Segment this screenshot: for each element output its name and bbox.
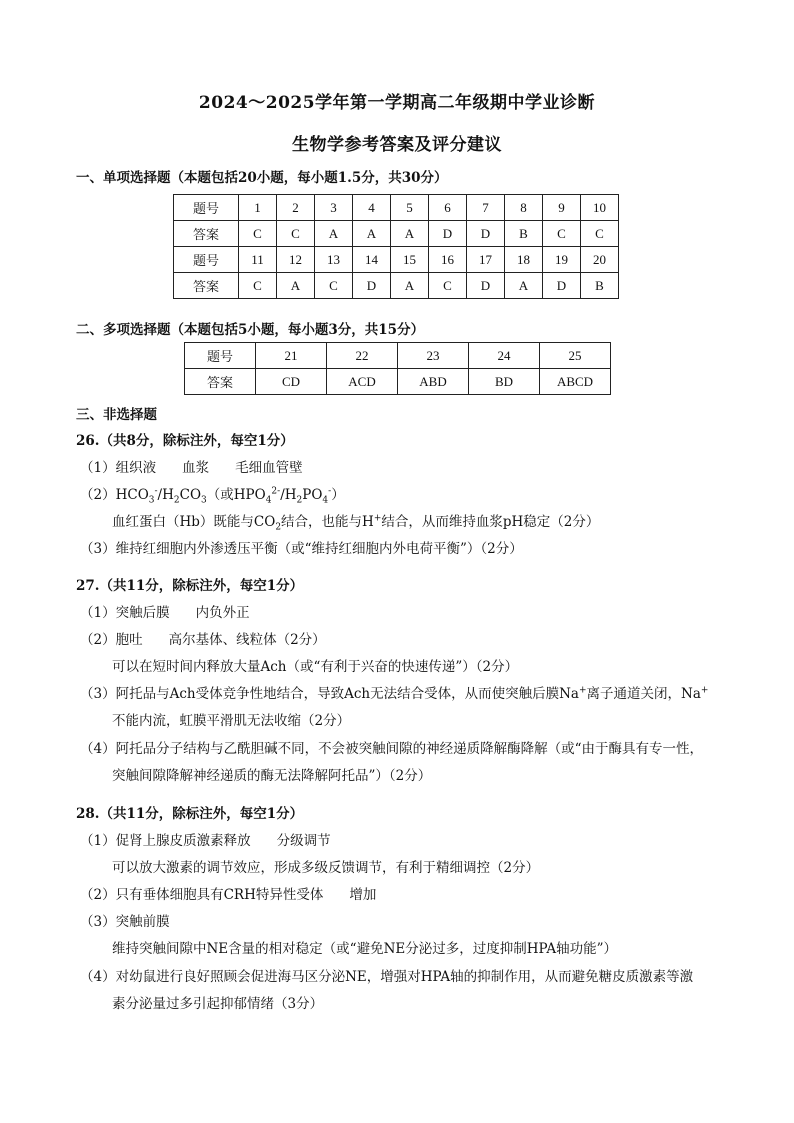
question-number: 4 — [353, 195, 391, 221]
section3-heading: 三、非选择题 — [76, 407, 157, 423]
q28-answer-3: （3）突触前膜 — [80, 914, 170, 930]
section1-heading: 一、单项选择题（本题包括20小题，每小题1.5分，共30分） — [76, 170, 448, 186]
answer-text: （或HPO — [206, 487, 266, 503]
table-row — [174, 195, 619, 221]
answer-text: 结合，也能与H — [281, 514, 374, 530]
row-label: 答案 — [185, 369, 256, 395]
superscript: + — [700, 685, 709, 696]
question-number: 5 — [391, 195, 429, 221]
question-number: 13 — [315, 247, 353, 273]
q26-answer-1 — [80, 456, 303, 476]
question-number: 18 — [505, 247, 543, 273]
answer-text: 结合，从而维持血浆pH稳定（2分） — [381, 514, 600, 530]
answer-cell: C — [429, 273, 467, 299]
superscript: + — [373, 513, 382, 524]
q27-heading: 27.（共11分，除标注外，每空1分） — [76, 578, 304, 594]
q26-answer-3: （3）维持红细胞内外渗透压平衡（或“维持红细胞内外电荷平衡”）（2分） — [80, 541, 523, 557]
superscript: + — [578, 685, 587, 696]
answer-cell: CD — [256, 369, 327, 395]
answer-cell: ABD — [398, 369, 469, 395]
row-label: 答案 — [174, 221, 239, 247]
subscript: 4 — [265, 495, 272, 506]
page-title: 2024～2025学年第一学期高二年级期中学业诊断 — [198, 93, 596, 113]
answer-cell: D — [467, 221, 505, 247]
answer-cell: A — [315, 221, 353, 247]
q27-answer-3b: 不能内流，虹膜平滑肌无法收缩（2分） — [112, 713, 351, 729]
answer-cell: D — [543, 273, 581, 299]
row-label: 答案 — [174, 273, 239, 299]
answer-cell: ACD — [327, 369, 398, 395]
q26-heading: 26.（共8分，除标注外，每空1分） — [76, 433, 294, 449]
q27-answer-4b: 突触间隙降解神经递质的酶无法降解阿托品”）（2分） — [112, 768, 432, 784]
answer-cell: C — [315, 273, 353, 299]
answer-cell: A — [353, 221, 391, 247]
answer-text: （2）胞吐 — [80, 632, 143, 648]
q28-answer-1b: 可以放大激素的调节效应，形成多级反馈调节，有利于精细调控（2分） — [112, 860, 540, 876]
q27-answer-2b: 可以在短时间内释放大量Ach（或“有利于兴奋的快速传递”）（2分） — [112, 659, 519, 675]
q28-answer-3b: 维持突触间隙中NE含量的相对稳定（或“避免NE分泌过多，过度抑制HPA轴功能”） — [112, 941, 618, 957]
answer-text: （1）促肾上腺皮质激素释放 — [80, 833, 251, 849]
question-number: 15 — [391, 247, 429, 273]
answer-text: 血红蛋白（Hb）既能与CO — [112, 514, 276, 530]
question-number: 10 — [581, 195, 619, 221]
subscript: 2 — [296, 495, 303, 506]
answer-cell: A — [391, 221, 429, 247]
multi-choice-table — [184, 342, 611, 395]
answer-cell: B — [505, 221, 543, 247]
table-row — [185, 343, 611, 369]
question-number: 11 — [239, 247, 277, 273]
answer-text: 分级调节 — [276, 833, 331, 849]
superscript: 2- — [271, 486, 281, 497]
table-row — [174, 273, 619, 299]
question-number: 16 — [429, 247, 467, 273]
section2-heading: 二、多项选择题（本题包括5小题，每小题3分，共15分） — [76, 322, 425, 338]
answer-cell: B — [581, 273, 619, 299]
q27-answer-3 — [80, 682, 708, 702]
question-number: 1 — [239, 195, 277, 221]
question-number: 7 — [467, 195, 505, 221]
answer-cell: BD — [469, 369, 540, 395]
table-row — [174, 247, 619, 273]
answer-cell: D — [429, 221, 467, 247]
answer-text: 毛细血管壁 — [235, 460, 303, 476]
single-choice-table — [173, 194, 619, 299]
q28-answer-2 — [80, 883, 376, 903]
answer-cell: D — [353, 273, 391, 299]
answer-text: ） — [331, 487, 345, 503]
answer-cell: D — [467, 273, 505, 299]
answer-cell: A — [277, 273, 315, 299]
answer-cell: A — [391, 273, 429, 299]
question-number: 3 — [315, 195, 353, 221]
question-number: 12 — [277, 247, 315, 273]
question-number: 14 — [353, 247, 391, 273]
answer-cell: A — [505, 273, 543, 299]
question-number: 17 — [467, 247, 505, 273]
answer-text: /H — [280, 487, 297, 503]
q28-answer-1 — [80, 829, 331, 849]
answer-text: CO — [179, 487, 202, 503]
q28-heading: 28.（共11分，除标注外，每空1分） — [76, 806, 304, 822]
answer-text: 高尔基体、线粒体（2分） — [168, 632, 326, 648]
question-number: 25 — [540, 343, 611, 369]
question-number: 24 — [469, 343, 540, 369]
answer-text: PO — [302, 487, 323, 503]
subscript: 2 — [275, 522, 282, 533]
answer-cell: ABCD — [540, 369, 611, 395]
question-number: 20 — [581, 247, 619, 273]
q27-answer-1 — [80, 601, 250, 621]
question-number: 9 — [543, 195, 581, 221]
q27-answer-2 — [80, 628, 326, 648]
table-row — [174, 221, 619, 247]
question-number: 19 — [543, 247, 581, 273]
superscript: - — [328, 486, 332, 497]
answer-cell: C — [277, 221, 315, 247]
subscript: 3 — [148, 495, 155, 506]
answer-cell: C — [239, 273, 277, 299]
row-label: 题号 — [174, 247, 239, 273]
question-number: 6 — [429, 195, 467, 221]
answer-text: （1）突触后膜 — [80, 605, 170, 621]
answer-text: （3）阿托品与Ach受体竞争性地结合，导致Ach无法结合受体，从而使突触后膜Na — [80, 686, 579, 702]
answer-cell: C — [239, 221, 277, 247]
answer-text: （2）只有垂体细胞具有CRH特异性受体 — [80, 887, 324, 903]
question-number: 8 — [505, 195, 543, 221]
answer-cell: C — [581, 221, 619, 247]
subscript: 4 — [322, 495, 329, 506]
answer-text: 离子通道关闭，Na — [586, 686, 701, 702]
row-label: 题号 — [185, 343, 256, 369]
answer-text: 血浆 — [182, 460, 210, 476]
question-number: 23 — [398, 343, 469, 369]
q26-answer-2b — [112, 510, 599, 533]
answer-text: /H — [157, 487, 174, 503]
subscript: 3 — [201, 495, 207, 506]
q28-answer-4b: 素分泌量过多引起抑郁情绪（3分） — [112, 996, 324, 1012]
answer-cell: C — [543, 221, 581, 247]
q27-answer-4: （4）阿托品分子结构与乙酰胆碱不同，不会被突触间隙的神经递质降解酶降解（或“由于酶具有专一性， — [80, 741, 703, 757]
q26-answer-2 — [80, 483, 345, 506]
question-number: 22 — [327, 343, 398, 369]
answer-text: 内负外正 — [195, 605, 250, 621]
row-label: 题号 — [174, 195, 239, 221]
subscript: 2 — [173, 495, 180, 506]
table-row — [185, 369, 611, 395]
answer-text: 增加 — [349, 887, 377, 903]
q28-answer-4: （4）对幼鼠进行良好照顾会促进海马区分泌NE，增强对HPA轴的抑制作用，从而避免糖皮质激素等激 — [80, 969, 694, 985]
answer-text: （1）组织液 — [80, 460, 157, 476]
superscript: - — [154, 486, 158, 497]
question-number: 21 — [256, 343, 327, 369]
page-subtitle: 生物学参考答案及评分建议 — [292, 135, 502, 155]
question-number: 2 — [277, 195, 315, 221]
answer-text: （2）HCO — [80, 487, 149, 503]
